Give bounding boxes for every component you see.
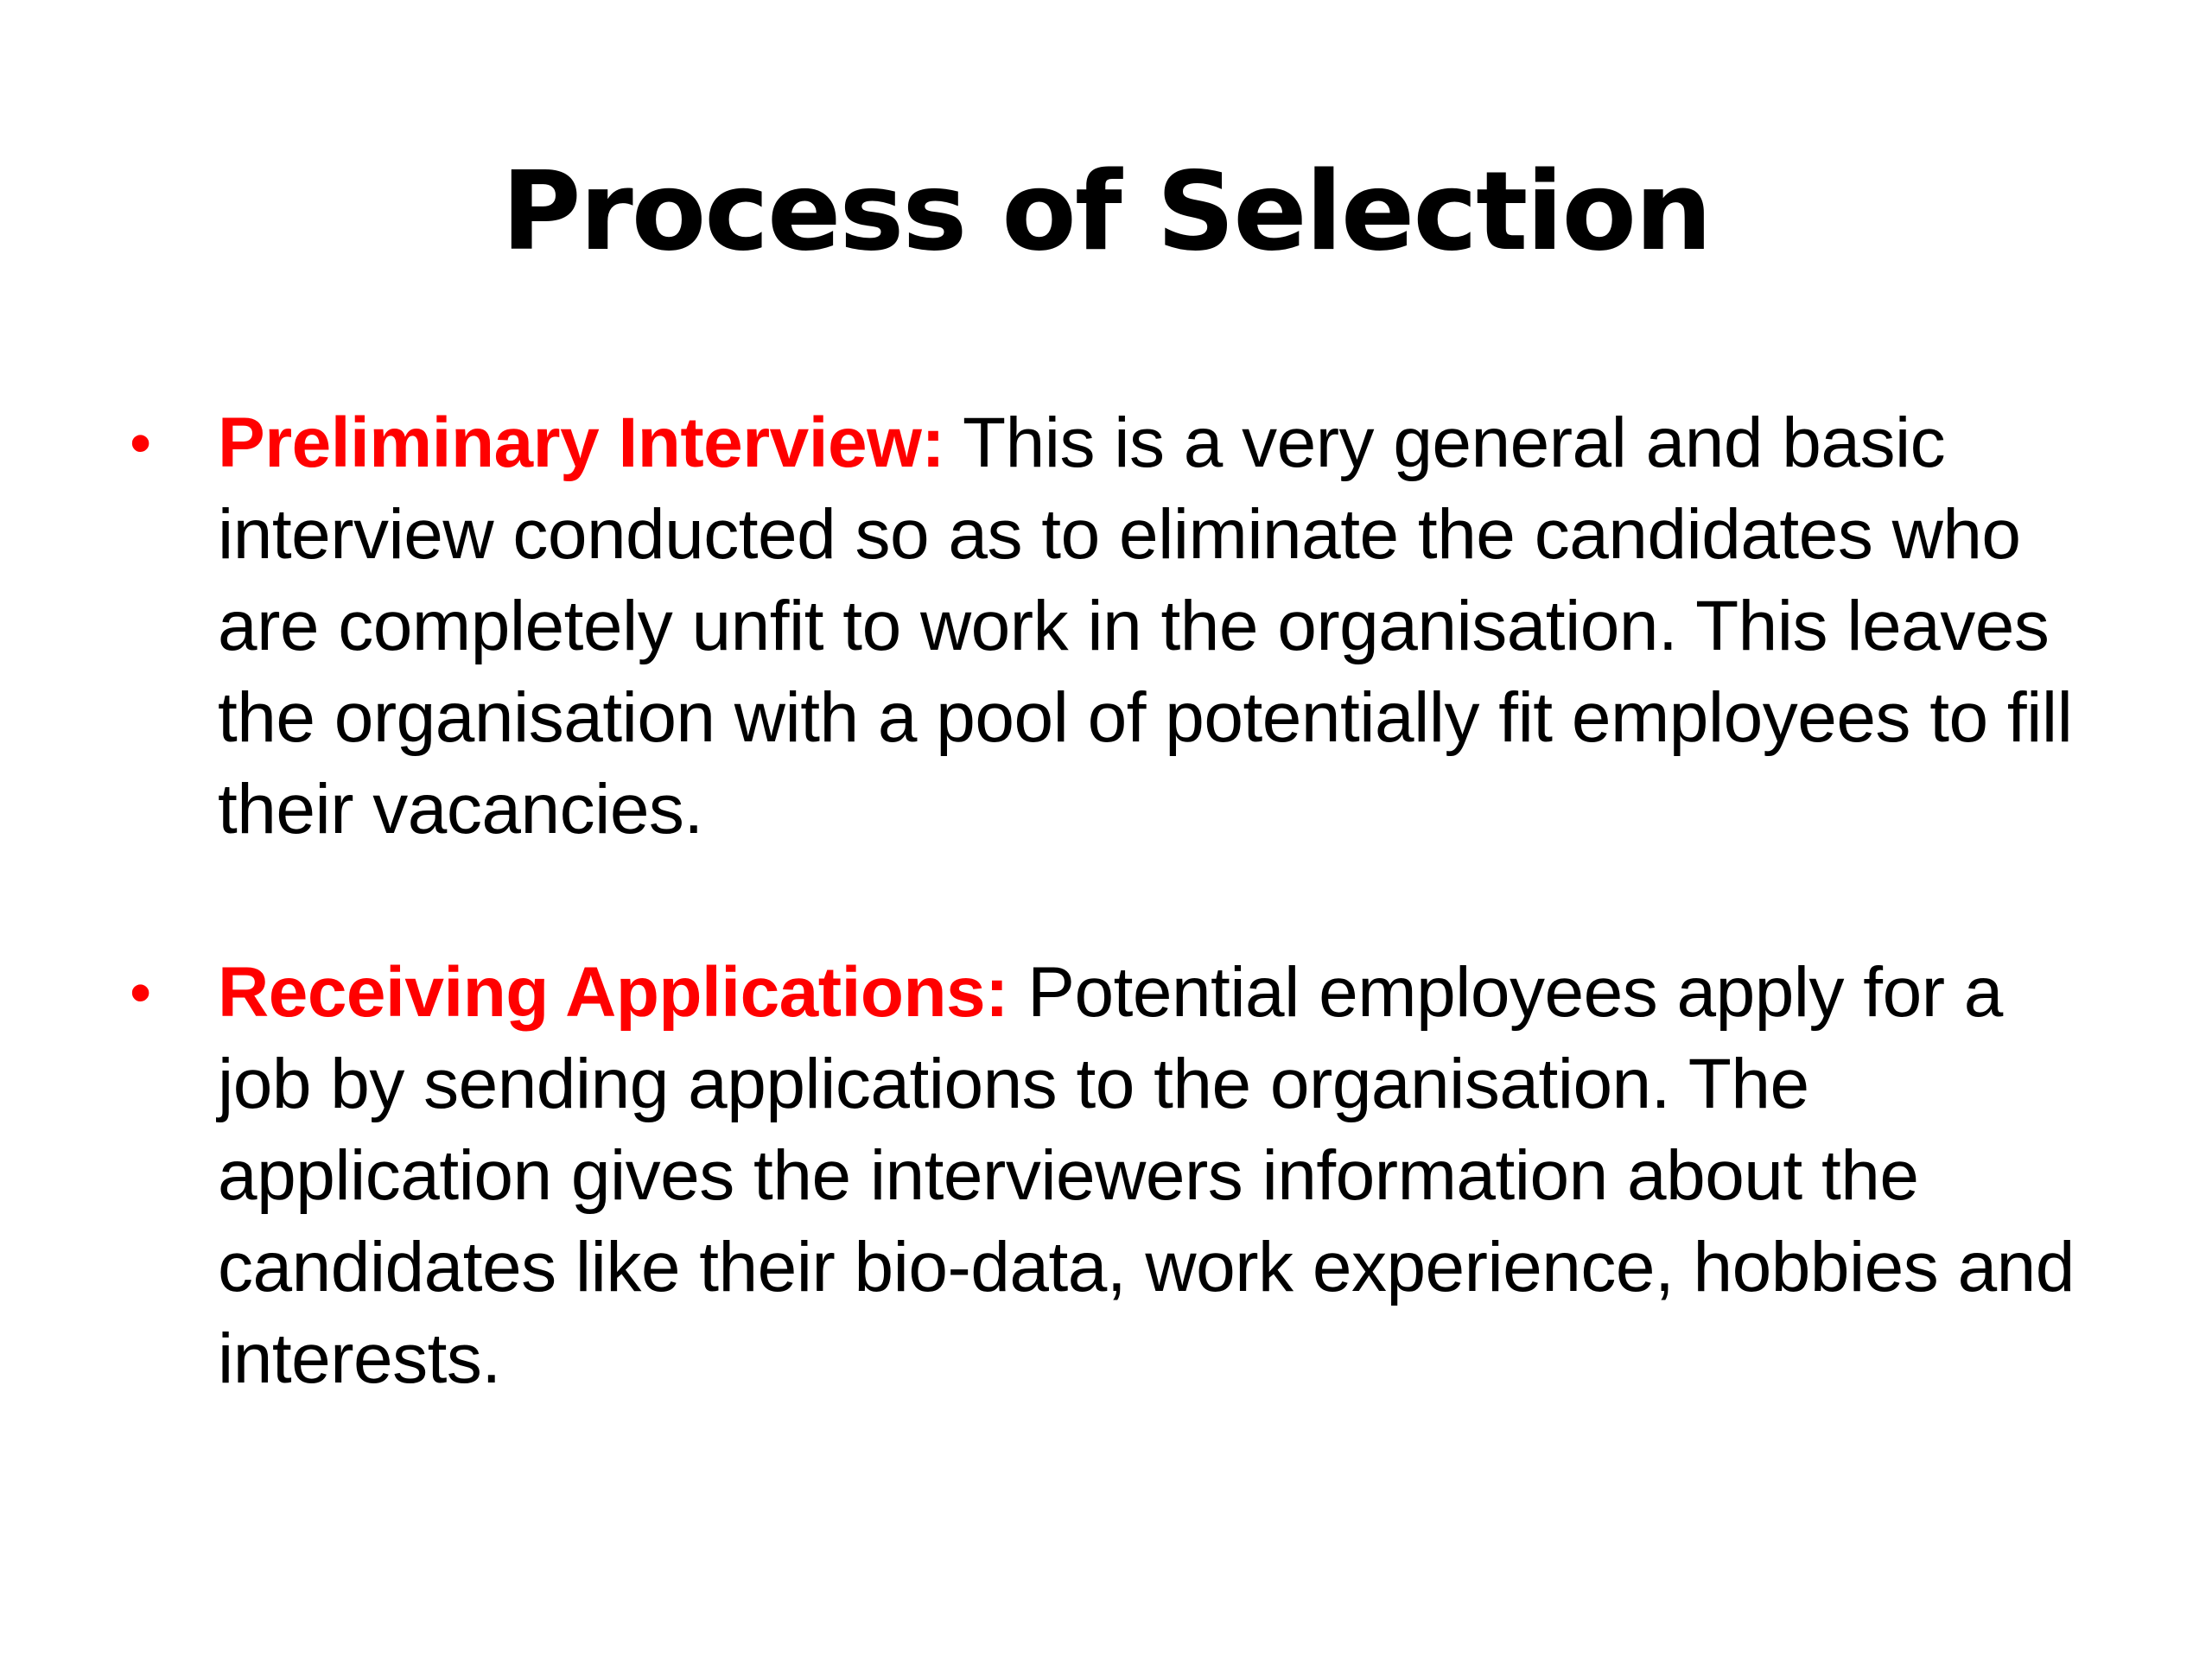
- slide-title: Process of Selection: [501, 148, 1711, 275]
- bullet-text: Potential employees apply for a job by sending applications to the organisation. The application gives the interviewers information about the candidates like their bio-data, work experience, hobbies and interests.: [218, 953, 2075, 1398]
- bullet-item-receiving-applications: [130, 947, 2082, 1405]
- bullet-icon: •: [130, 409, 151, 478]
- bullet-icon: •: [130, 958, 151, 1027]
- bullet-item-preliminary-interview: [130, 397, 2082, 855]
- bullet-term: Preliminary Interview:: [218, 404, 945, 482]
- bullet-list: [130, 397, 2082, 1405]
- bullet-text: This is a very general and basic interview conducted so as to eliminate the candidates who are completely unfit to work in the organisation. This leaves the organisation with a pool of potentially fit employees to fill their vacancies.: [218, 404, 2073, 849]
- bullet-term: Receiving Applications:: [218, 953, 1008, 1032]
